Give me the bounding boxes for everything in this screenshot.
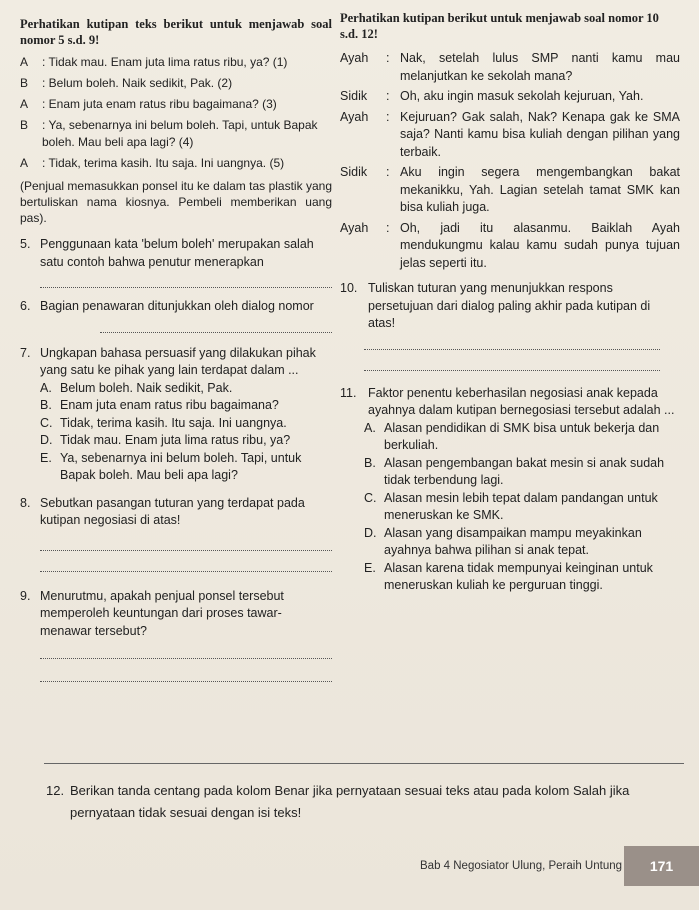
question-9: 9. Menurutmu, apakah penjual ponsel tersebut memperoleh keuntungan dari proses tawar-menawar tersebut? (20, 588, 284, 638)
section-divider (44, 763, 684, 764)
option-c[interactable]: C. Alasan mesin lebih tepat dalam pandangan untuk meneruskan ke SMK. (364, 490, 658, 522)
option-e[interactable]: E. Alasan karena tidak mempunyai keinginan untuk meneruskan kuliah ke perguruan tinggi. (364, 560, 653, 592)
q7-options (40, 380, 332, 485)
left-intro: Perhatikan kutipan teks berikut untuk menjawab soal nomor 5 s.d. 9! (20, 17, 332, 47)
option-e[interactable]: E. Ya, sebenarnya ini belum boleh. Tapi, untuk Bapak boleh. Mau beli apa lagi? (40, 450, 302, 482)
dialog-line: Sidik : Oh, aku ingin masuk sekolah kejuruan, Yah. (340, 89, 644, 103)
option-b[interactable]: B. Enam juta enam ratus ribu bagaimana? (40, 398, 279, 412)
chapter-footer: Bab 4 Negosiator Ulung, Peraih Untung (420, 860, 623, 872)
option-d[interactable]: D. Tidak mau. Enam juta lima ratus ribu, ya? (40, 433, 291, 447)
question-11: 11. Faktor penentu keberhasilan negosiasi anak kepada ayahnya dalam kutipan bernegosiasi tersebut adalah ... (340, 385, 675, 417)
right-column (340, 10, 680, 595)
option-c[interactable]: C. Tidak, terima kasih. Itu saja. Ini uangnya. (40, 415, 287, 430)
option-a[interactable]: A. Belum boleh. Naik sedikit, Pak. (40, 380, 233, 395)
answer-line-10a[interactable] (364, 333, 660, 350)
right-intro: Perhatikan kutipan berikut untuk menjawab soal nomor 10 s.d. 12! (340, 11, 659, 41)
answer-line-9b[interactable] (40, 665, 332, 682)
question-10: 10. Tuliskan tuturan yang menunjukkan respons persetujuan dari dialog paling akhir pada kutipan di atas! (340, 281, 651, 330)
dialog-line: B : Ya, sebenarnya ini belum boleh. Tapi, untuk Bapak boleh. Mau beli apa lagi? (4) (20, 118, 318, 149)
answer-line-5[interactable] (40, 271, 332, 288)
q11-options (364, 420, 680, 595)
question-7: 7. Ungkapan bahasa persuasif yang dilakukan pihak yang satu ke pihak yang lain terdapat dalam ... (20, 345, 316, 377)
option-b[interactable]: B. Alasan pengembangan bakat mesin si anak sudah tidak terbendung lagi. (364, 455, 665, 487)
answer-line-8a[interactable] (40, 534, 332, 551)
question-8: 8. Sebutkan pasangan tuturan yang terdapat pada kutipan negosiasi di atas! (20, 495, 305, 527)
answer-line-9a[interactable] (40, 642, 332, 659)
dialog-line: Ayah : Oh, jadi itu alasanmu. Baiklah Ayah mendukungmu kalau kamu sudah punya tujuan jelas seperti itu. (340, 220, 680, 270)
option-d[interactable]: D. Alasan yang disampaikan mampu meyakinkan ayahnya bahwa pilihan si anak tepat. (364, 525, 642, 557)
answer-line-8b[interactable] (40, 555, 332, 572)
page-number: 171 (624, 846, 699, 886)
dialog-line: Sidik : Aku ingin segera mengembangkan bakat mekanikku, Yah. Lagian setelah tamat SMK kan bisa kuliah juga. (340, 165, 680, 214)
stage-note: (Penjual memasukkan ponsel itu ke dalam tas plastik yang bertuliskan nama kiosnya. Pembeli memberikan uang pas). (20, 179, 332, 225)
dialog-line: Ayah : Nak, setelah lulus SMP nanti kamu mau melanjutkan ke sekolah mana? (340, 51, 680, 83)
dialog-line: B : Belum boleh. Naik sedikit, Pak. (2) (20, 76, 233, 90)
answer-line-6[interactable] (100, 316, 332, 333)
option-a[interactable]: A. Alasan pendidikan di SMK bisa untuk bekerja dan berkuliah. (364, 420, 660, 452)
question-12: 12. Berikan tanda centang pada kolom Benar jika pernyataan sesuai teks atau pada kolom Salah jika pernyataan tidak sesuai dengan isi teks! (46, 783, 630, 820)
dialog-line: A : Tidak mau. Enam juta lima ratus ribu, ya? (1) (20, 55, 288, 69)
dialog-line: Ayah : Kejuruan? Gak salah, Nak? Kenapa gak ke SMA saja? Nanti kamu bisa kuliah dengan pilihan yang terbaik. (340, 109, 680, 159)
left-column (20, 16, 332, 682)
left-dialog (20, 54, 332, 172)
dialog-line: A : Tidak, terima kasih. Itu saja. Ini uangnya. (5) (20, 156, 285, 170)
question-6: 6. Bagian penawaran ditunjukkan oleh dialog nomor (20, 299, 314, 313)
question-5: 5. Penggunaan kata 'belum boleh' merupakan salah satu contoh bahwa penutur menerapkan (20, 237, 314, 269)
dialog-line: A : Enam juta enam ratus ribu bagaimana? (3) (20, 97, 277, 111)
answer-line-10b[interactable] (364, 354, 660, 371)
right-dialog (340, 50, 680, 272)
